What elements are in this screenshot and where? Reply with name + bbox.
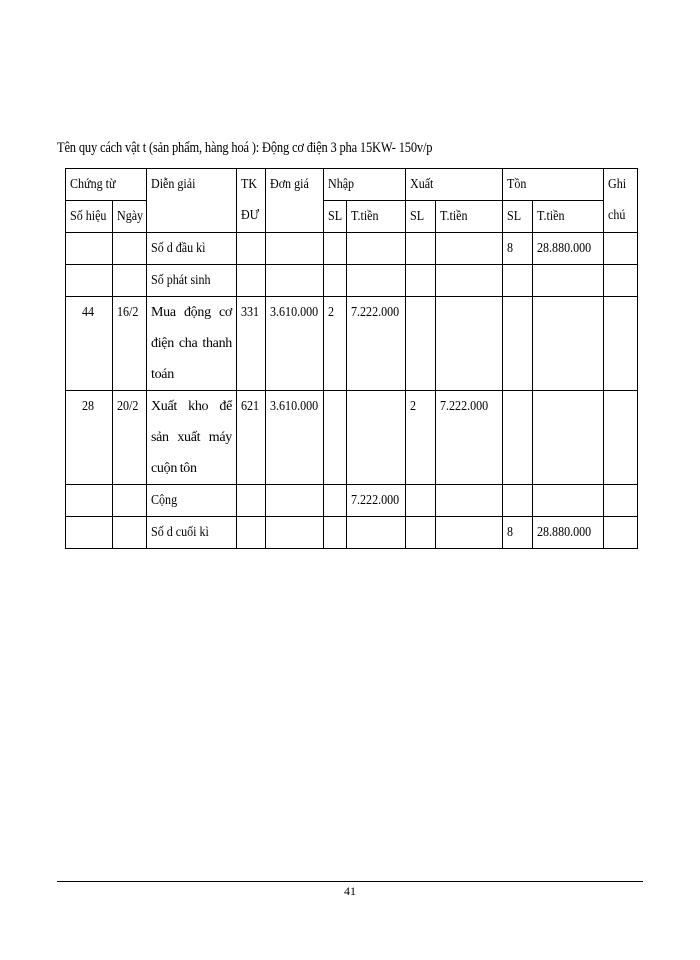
table-body bbox=[66, 233, 638, 549]
cell-so-hieu: 44 bbox=[66, 297, 113, 391]
footer-divider bbox=[57, 881, 643, 882]
cell-ghi-chu bbox=[604, 391, 638, 485]
header-xuat: Xuất bbox=[406, 169, 503, 201]
cell-tk bbox=[237, 517, 266, 549]
cell-don-gia: 3.610.000 bbox=[266, 297, 324, 391]
table-row bbox=[66, 391, 638, 485]
cell-don-gia bbox=[266, 517, 324, 549]
table-header bbox=[66, 169, 638, 233]
cell-ngay: 20/2 bbox=[113, 391, 147, 485]
cell-nhap-sl bbox=[324, 391, 347, 485]
header-ngay: Ngày bbox=[113, 201, 147, 233]
cell-don-gia: 3.610.000 bbox=[266, 391, 324, 485]
cell-nhap-sl bbox=[324, 233, 347, 265]
document-title: Tên quy cách vật t (sản phẩm, hàng hoá ): Động cơ điện 3 pha 15KW- 150v/p bbox=[57, 140, 433, 156]
cell-tk: 621 bbox=[237, 391, 266, 485]
cell-nhap-sl bbox=[324, 485, 347, 517]
header-so-hieu: Số hiệu bbox=[66, 201, 113, 233]
cell-nhap-tien bbox=[347, 517, 406, 549]
inventory-ledger-table bbox=[65, 168, 638, 549]
cell-ton-tien bbox=[533, 265, 604, 297]
header-xuat-tien: T.tiền bbox=[436, 201, 503, 233]
cell-ton-sl bbox=[503, 485, 533, 517]
cell-dien-giai: Số d cuối kì bbox=[147, 517, 237, 549]
header-row-1 bbox=[66, 169, 638, 201]
cell-xuat-tien bbox=[436, 233, 503, 265]
cell-tk bbox=[237, 485, 266, 517]
cell-xuat-sl: 2 bbox=[406, 391, 436, 485]
cell-xuat-sl bbox=[406, 485, 436, 517]
cell-xuat-tien bbox=[436, 297, 503, 391]
cell-nhap-tien bbox=[347, 233, 406, 265]
cell-tk: 331 bbox=[237, 297, 266, 391]
cell-ghi-chu bbox=[604, 517, 638, 549]
cell-xuat-sl bbox=[406, 517, 436, 549]
cell-ton-tien: 28.880.000 bbox=[533, 233, 604, 265]
table-row bbox=[66, 233, 638, 265]
cell-nhap-sl: 2 bbox=[324, 297, 347, 391]
header-xuat-sl: SL bbox=[406, 201, 436, 233]
cell-nhap-sl bbox=[324, 265, 347, 297]
cell-dien-giai: Xuất kho để sản xuất máy cuộn tôn bbox=[147, 391, 237, 485]
header-chung-tu: Chứng từ bbox=[66, 169, 147, 201]
cell-xuat-tien bbox=[436, 517, 503, 549]
cell-so-hieu: 28 bbox=[66, 391, 113, 485]
cell-ton-sl: 8 bbox=[503, 233, 533, 265]
cell-dien-giai: Số phát sinh bbox=[147, 265, 237, 297]
cell-ton-tien bbox=[533, 297, 604, 391]
cell-xuat-sl bbox=[406, 297, 436, 391]
cell-don-gia bbox=[266, 265, 324, 297]
cell-dien-giai: Cộng bbox=[147, 485, 237, 517]
cell-ngay bbox=[113, 517, 147, 549]
cell-tk bbox=[237, 265, 266, 297]
page-number: 41 bbox=[344, 884, 356, 898]
cell-don-gia bbox=[266, 233, 324, 265]
cell-ton-sl: 8 bbox=[503, 517, 533, 549]
cell-ghi-chu bbox=[604, 485, 638, 517]
cell-ton-tien bbox=[533, 391, 604, 485]
header-tk-du: TK ĐƯ bbox=[237, 169, 266, 233]
cell-ghi-chu bbox=[604, 233, 638, 265]
table-row bbox=[66, 265, 638, 297]
cell-so-hieu bbox=[66, 485, 113, 517]
header-dien-giai: Diễn giải bbox=[147, 169, 237, 233]
cell-nhap-tien: 7.222.000 bbox=[347, 485, 406, 517]
table-row bbox=[66, 297, 638, 391]
header-ton-tien: T.tiền bbox=[533, 201, 604, 233]
cell-nhap-sl bbox=[324, 517, 347, 549]
header-don-gia: Đơn giá bbox=[266, 169, 324, 233]
cell-xuat-tien bbox=[436, 485, 503, 517]
cell-ghi-chu bbox=[604, 297, 638, 391]
cell-dien-giai: Số d đầu kì bbox=[147, 233, 237, 265]
header-ton-sl: SL bbox=[503, 201, 533, 233]
cell-xuat-sl bbox=[406, 233, 436, 265]
cell-so-hieu bbox=[66, 265, 113, 297]
cell-don-gia bbox=[266, 485, 324, 517]
header-nhap-sl: SL bbox=[324, 201, 347, 233]
cell-xuat-sl bbox=[406, 265, 436, 297]
header-nhap-tien: T.tiền bbox=[347, 201, 406, 233]
cell-ngay bbox=[113, 233, 147, 265]
cell-so-hieu bbox=[66, 233, 113, 265]
table-row bbox=[66, 517, 638, 549]
cell-tk bbox=[237, 233, 266, 265]
cell-ton-tien: 28.880.000 bbox=[533, 517, 604, 549]
cell-ton-tien bbox=[533, 485, 604, 517]
cell-ton-sl bbox=[503, 391, 533, 485]
cell-ngay: 16/2 bbox=[113, 297, 147, 391]
cell-nhap-tien bbox=[347, 265, 406, 297]
cell-xuat-tien bbox=[436, 265, 503, 297]
cell-so-hieu bbox=[66, 517, 113, 549]
cell-ghi-chu bbox=[604, 265, 638, 297]
cell-dien-giai: Mua động cơ điện cha thanh toán bbox=[147, 297, 237, 391]
cell-ton-sl bbox=[503, 297, 533, 391]
cell-ngay bbox=[113, 265, 147, 297]
table-row bbox=[66, 485, 638, 517]
header-ton: Tồn bbox=[503, 169, 604, 201]
cell-ton-sl bbox=[503, 265, 533, 297]
cell-ngay bbox=[113, 485, 147, 517]
cell-nhap-tien bbox=[347, 391, 406, 485]
cell-nhap-tien: 7.222.000 bbox=[347, 297, 406, 391]
header-ghi-chu: Ghi chú bbox=[604, 169, 638, 233]
header-nhap: Nhập bbox=[324, 169, 406, 201]
cell-xuat-tien: 7.222.000 bbox=[436, 391, 503, 485]
